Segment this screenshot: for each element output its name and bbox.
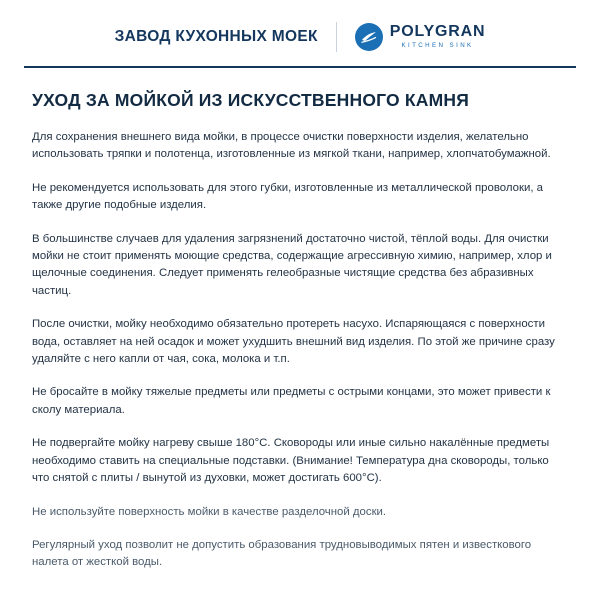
paragraph-6: Не подвергайте мойку нагреву свыше 180°C. Сковороды или иные сильно накалённые предметы необходимо ставить на специальные подставки. (Внимание! Температура дна сковороды, только что снятой с плиты / вынутой из духовки, может достигать 600°C). xyxy=(32,437,550,485)
paragraph-8: Регулярный уход позволит не допустить образования трудновыводимых пятен и известкового налета от жесткой воды. xyxy=(32,538,532,569)
paragraph-2: Не рекомендуется использовать для этого губки, изготовленные из металлической проволоки, а также другие подобные изделия. xyxy=(32,181,543,212)
logo-text xyxy=(390,24,486,49)
paragraph-4: После очистки, мойку необходимо обязательно протереть насухо. Испаряющаяся с поверхности вода, оставляет на ней осадок и может ухудшить внешний вид изделия. По этой же причине сразу удаляйте с него капли от чая, сока, молока и т.п. xyxy=(32,318,555,366)
paragraph-1: Для сохранения внешнего вида мойки, в процессе очистки поверхности изделия, желательно использовать тряпки и полотенца, изготовленные из мягкой ткани, например, хлопчатобумажной. xyxy=(32,131,551,161)
paragraph-5: Не бросайте в мойку тяжелые предметы или предметы с острыми концами, это может привести к сколу материала. xyxy=(32,386,551,416)
header-divider xyxy=(336,22,337,52)
header-title: ЗАВОД КУХОННЫХ МОЕК xyxy=(114,28,318,45)
paragraph-3: В большинстве случаев для удаления загрязнений достаточно чистой, тёплой воды. Для очистки мойки не стоит применять моющие средства, содержащие агрессивную химию, например, хлор и щелочные соединения. Следует применять гелеобразные чистящие средства без абразивных частиц. xyxy=(32,232,552,297)
brand-logo xyxy=(355,23,486,51)
document-content xyxy=(0,68,600,572)
logo-subtitle: KITCHEN SINK xyxy=(401,42,474,50)
sink-wave-icon xyxy=(355,23,383,51)
paragraph-7: Не используйте поверхность мойки в качестве разделочной доски. xyxy=(32,505,387,518)
page-header xyxy=(0,0,600,66)
page-title: УХОД ЗА МОЙКОЙ ИЗ ИСКУССТВЕННОГО КАМНЯ xyxy=(32,90,470,110)
logo-name: POLYGRAN xyxy=(389,23,486,41)
